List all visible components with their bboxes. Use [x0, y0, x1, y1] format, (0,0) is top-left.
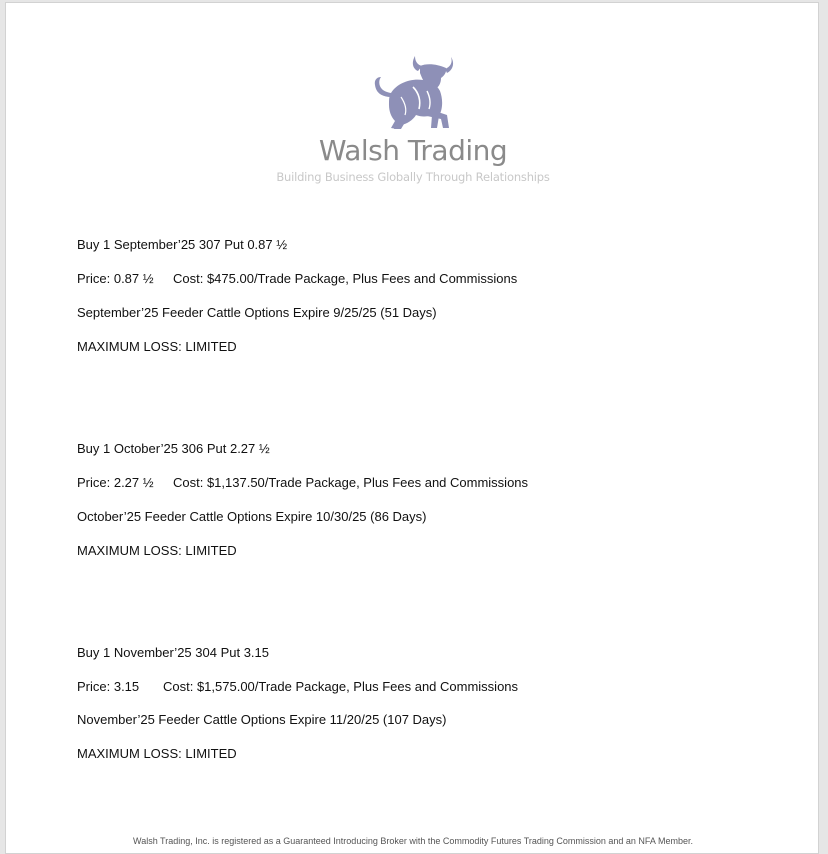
trade-1-price-line [77, 271, 517, 287]
trade-3-max-loss: MAXIMUM LOSS: LIMITED [77, 746, 237, 761]
trade-1-title: Buy 1 September’25 307 Put 0.87 ½ [77, 237, 288, 252]
trade-1-price: Price: 0.87 ½ [77, 271, 154, 286]
trade-1-cost: Cost: $475.00/Trade Package, Plus Fees and Commissions [173, 271, 518, 286]
trade-3-price-line [77, 679, 518, 695]
trade-3-expiry: November’25 Feeder Cattle Options Expire 11/20/25 (107 Days) [77, 712, 447, 727]
trade-1-max-loss: MAXIMUM LOSS: LIMITED [77, 339, 237, 354]
trade-3-title: Buy 1 November’25 304 Put 3.15 [77, 645, 269, 660]
document-page [5, 2, 819, 854]
company-logo-name: Walsh Trading [318, 134, 508, 167]
trade-1-expiry: September’25 Feeder Cattle Options Expire 9/25/25 (51 Days) [77, 305, 437, 320]
trade-3-cost: Cost: $1,575.00/Trade Package, Plus Fees and Commissions [163, 679, 519, 694]
trade-2-expiry: October’25 Feeder Cattle Options Expire 10/30/25 (86 Days) [77, 509, 427, 524]
footer-disclaimer: Walsh Trading, Inc. is registered as a Guaranteed Introducing Broker with the Commodity Futures Trading Commission and an NFA Member. [133, 836, 693, 846]
bull-logo-icon [367, 53, 463, 133]
trade-3-price: Price: 3.15 [77, 679, 140, 694]
trade-2-max-loss: MAXIMUM LOSS: LIMITED [77, 543, 237, 558]
company-tagline: Building Business Globally Through Relationships [276, 170, 550, 184]
trade-2-title: Buy 1 October’25 306 Put 2.27 ½ [77, 441, 270, 456]
trade-2-price: Price: 2.27 ½ [77, 475, 154, 490]
trade-2-cost: Cost: $1,137.50/Trade Package, Plus Fees and Commissions [173, 475, 529, 490]
trade-2-price-line [77, 475, 528, 491]
